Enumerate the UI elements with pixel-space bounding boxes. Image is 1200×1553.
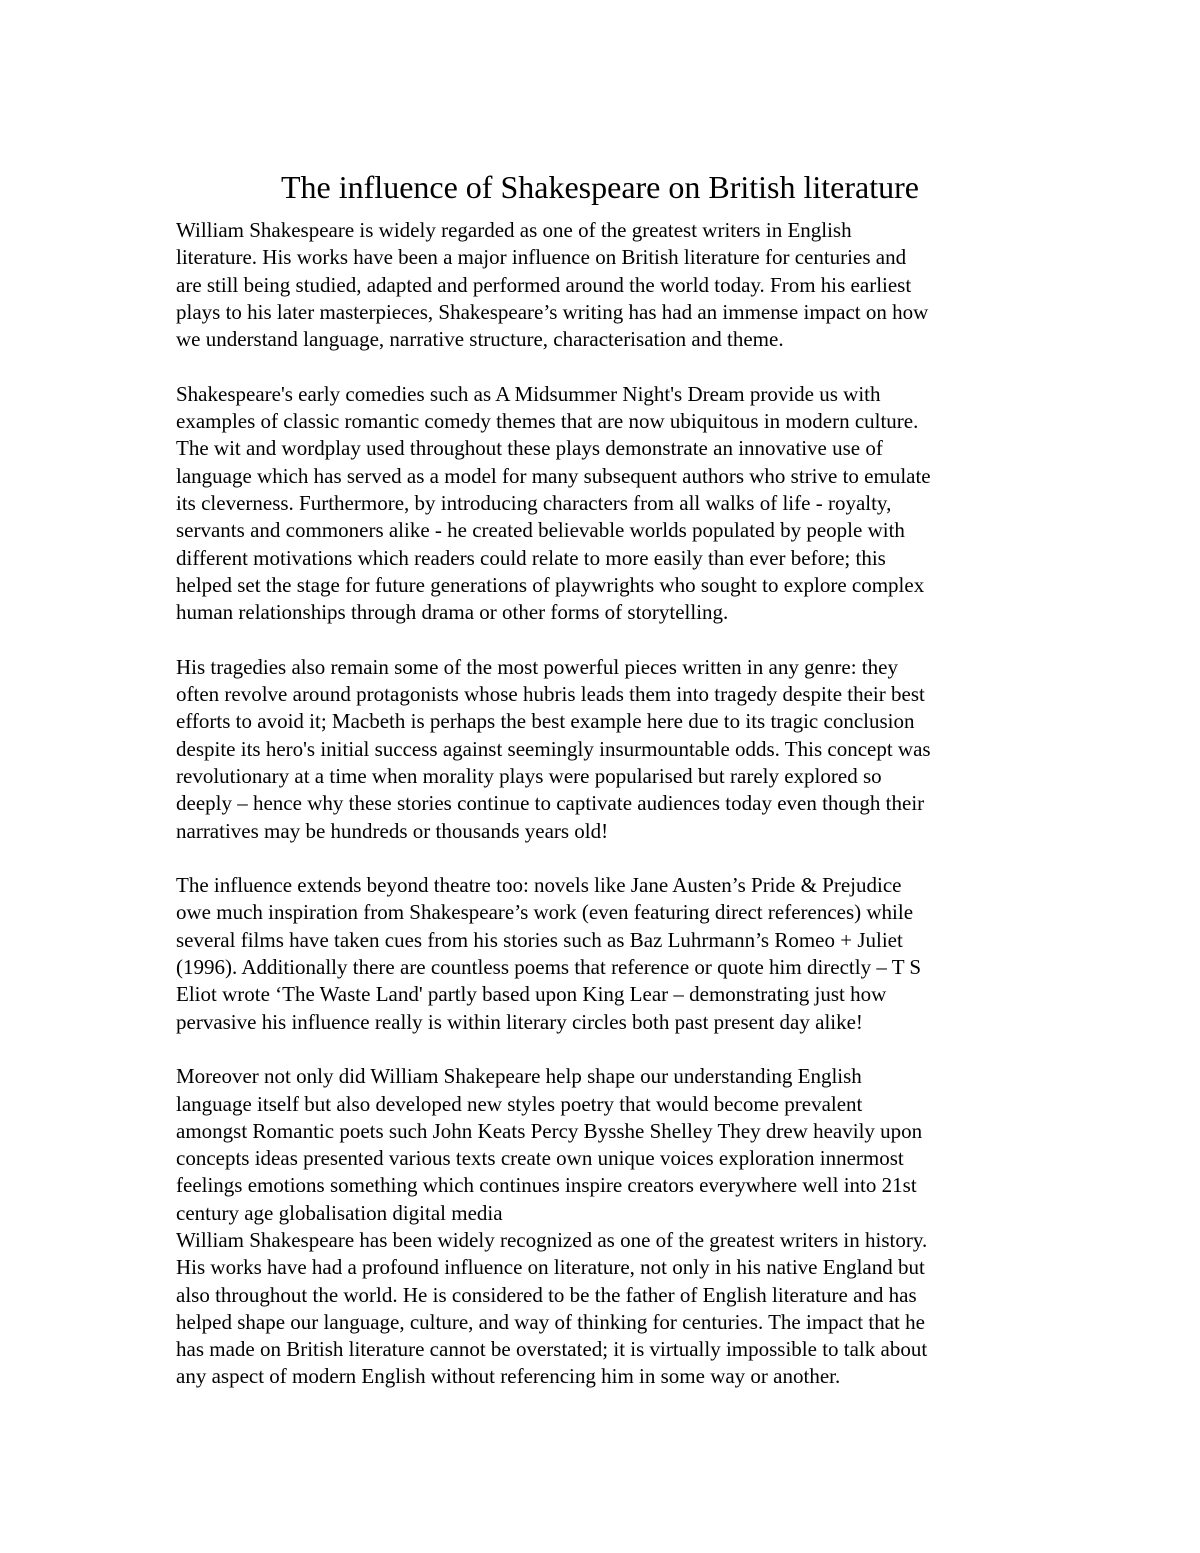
text-line: Eliot wrote ‘The Waste Land' partly based upon King Lear – demonstrating just how <box>176 982 887 1007</box>
text-line: helped set the stage for future generations of playwrights who sought to explore complex <box>176 572 925 597</box>
text-line: has made on British literature cannot be overstated; it is virtually impossible to talk about <box>176 1337 928 1362</box>
text-line: plays to his later masterpieces, Shakespeare’s writing has had an immense impact on how <box>176 299 929 324</box>
text-line: servants and commoners alike - he created believable worlds populated by people with <box>176 518 905 543</box>
text-line: different motivations which readers could relate to more easily than ever before; this <box>176 545 886 570</box>
text-line: (1996). Additionally there are countless poems that reference or quote him directly – T S <box>176 955 922 980</box>
text-line: His works have had a profound influence on literature, not only in his native England but <box>176 1255 925 1280</box>
paragraph-comedies <box>176 381 1036 627</box>
text-line: narratives may be hundreds or thousands years old! <box>176 818 609 843</box>
text-line: we understand language, narrative structure, characterisation and theme. <box>176 327 784 352</box>
document-body <box>176 217 1036 1391</box>
paragraph-beyond-theatre <box>176 872 1036 1036</box>
document-title: The influence of Shakespeare on British literature <box>281 169 919 205</box>
text-line: William Shakespeare is widely regarded as one of the greatest writers in English <box>176 218 852 242</box>
text-line: His tragedies also remain some of the most powerful pieces written in any genre: they <box>176 654 898 679</box>
text-line: language which has served as a model for many subsequent authors who strive to emulate <box>176 463 931 488</box>
text-line: The wit and wordplay used throughout these plays demonstrate an innovative use of <box>176 436 883 461</box>
text-line: amongst Romantic poets such John Keats Percy Bysshe Shelley They drew heavily upon <box>176 1118 923 1143</box>
text-line: also throughout the world. He is considered to be the father of English literature and has <box>176 1282 917 1307</box>
text-line: several films have taken cues from his stories such as Baz Luhrmann’s Romeo + Juliet <box>176 927 903 952</box>
paragraph-tragedies <box>176 654 1036 845</box>
text-line: century age globalisation digital media <box>176 1200 503 1225</box>
text-line: helped shape our language, culture, and way of thinking for centuries. The impact that he <box>176 1309 925 1334</box>
text-line: literature. His works have been a major influence on British literature for centuries and <box>176 245 907 270</box>
text-line: feelings emotions something which continues inspire creators everywhere well into 21st <box>176 1173 917 1198</box>
text-line: are still being studied, adapted and performed around the world today. From his earliest <box>176 272 912 297</box>
text-line: efforts to avoid it; Macbeth is perhaps the best example here due to its tragic conclusion <box>176 709 915 734</box>
text-line: any aspect of modern English without referencing him in some way or another. <box>176 1364 841 1389</box>
paragraph-conclusion <box>176 1227 1036 1391</box>
text-line: deeply – hence why these stories continue to captivate audiences today even though their <box>176 791 925 816</box>
paragraph-language-poetry <box>176 1063 1036 1227</box>
text-line: Shakespeare's early comedies such as A Midsummer Night's Dream provide us with <box>176 381 881 406</box>
text-line: owe much inspiration from Shakespeare’s work (even featuring direct references) while <box>176 900 914 925</box>
text-line: The influence extends beyond theatre too: novels like Jane Austen’s Pride & Prejudice <box>176 873 902 898</box>
paragraph-introduction <box>176 217 1036 353</box>
text-line: language itself but also developed new styles poetry that would become prevalent <box>176 1091 863 1116</box>
text-line: concepts ideas presented various texts create own unique voices exploration innermost <box>176 1146 904 1171</box>
text-line: Moreover not only did William Shakepeare help shape our understanding English <box>176 1064 862 1089</box>
text-line: William Shakespeare has been widely recognized as one of the greatest writers in history. <box>176 1227 928 1252</box>
text-line: human relationships through drama or other forms of storytelling. <box>176 600 729 625</box>
text-line: pervasive his influence really is within literary circles both past present day alike! <box>176 1009 863 1034</box>
text-line: its cleverness. Furthermore, by introducing characters from all walks of life - royalty, <box>176 490 892 515</box>
text-line: revolutionary at a time when morality plays were popularised but rarely explored so <box>176 763 882 788</box>
text-line: often revolve around protagonists whose hubris leads them into tragedy despite their best <box>176 682 925 707</box>
text-line: despite its hero's initial success against seemingly insurmountable odds. This concept was <box>176 736 931 761</box>
text-line: examples of classic romantic comedy themes that are now ubiquitous in modern culture. <box>176 409 919 434</box>
